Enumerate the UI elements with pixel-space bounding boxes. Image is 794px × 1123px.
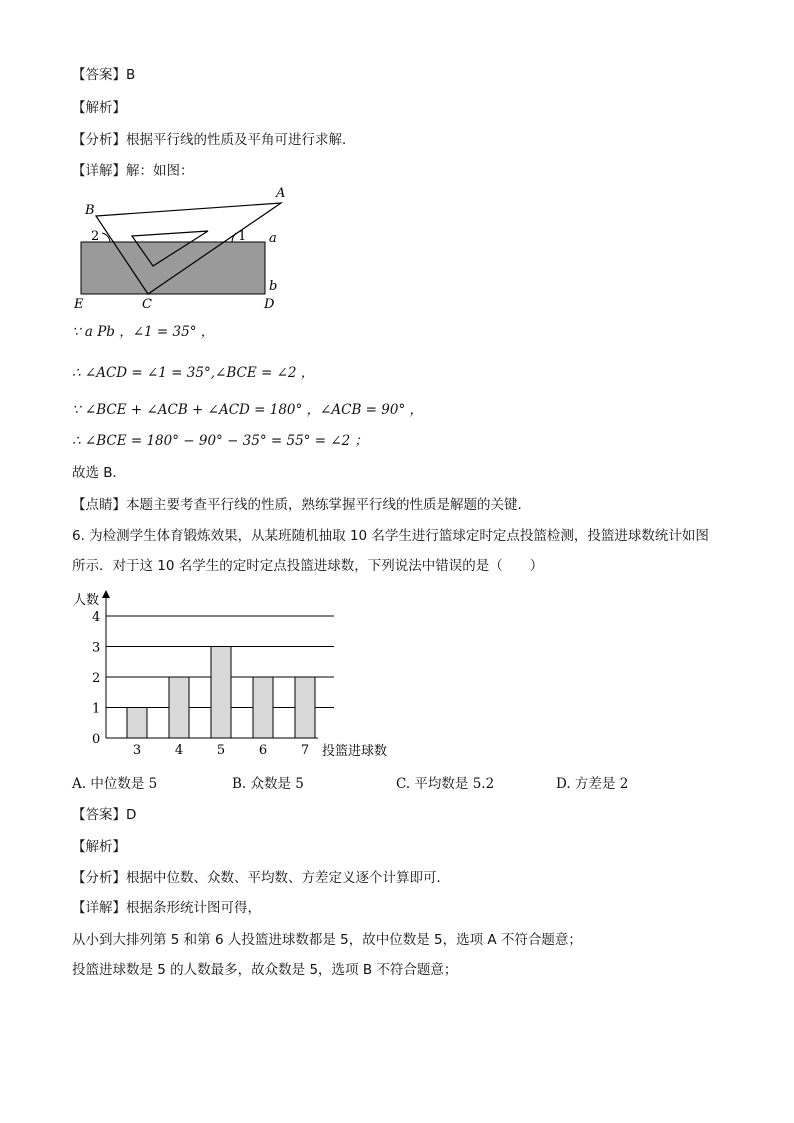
option-a: A. 中位数是 5 bbox=[72, 776, 158, 792]
bar-6 bbox=[253, 677, 273, 738]
angle-1-arc bbox=[232, 233, 236, 242]
label-2: 2 bbox=[91, 229, 100, 244]
detail-paragraph-2: 投篮进球数是 5 的人数最多，故众数是 5，选项 B 不符合题意； bbox=[72, 962, 458, 978]
choose-answer: 故选 B． bbox=[72, 465, 127, 481]
y-axis-label: 人数 bbox=[73, 593, 100, 608]
proof-step-2: ∴ ∠ACD = ∠1 = 35°,∠BCE = ∠2 ， bbox=[72, 365, 315, 381]
label-E: E bbox=[74, 297, 84, 312]
y-tick-label: 3 bbox=[92, 640, 101, 656]
bar-5 bbox=[211, 647, 231, 739]
bar-chart bbox=[72, 588, 402, 763]
x-axis-label: 投篮进球数 bbox=[322, 744, 388, 759]
y-tick-label: 0 bbox=[92, 732, 101, 747]
key-point: 【点睛】本题主要考查平行线的性质，熟练掌握平行线的性质是解题的关键． bbox=[72, 497, 531, 513]
label-C: C bbox=[142, 297, 152, 312]
label-1: 1 bbox=[238, 229, 247, 244]
label-D: D bbox=[264, 297, 275, 312]
analysis-summary-2: 【分析】根据中位数、众数、平均数、方差定义逐个计算即可． bbox=[72, 870, 450, 886]
label-b: b bbox=[269, 279, 278, 294]
y-tick-label: 1 bbox=[92, 701, 101, 717]
bar-3 bbox=[127, 708, 147, 739]
detail-intro: 【详解】解：如图： bbox=[72, 163, 194, 179]
geometry-figure bbox=[72, 184, 297, 312]
answer-label: 【答案】B bbox=[72, 67, 136, 83]
x-tick-label: 3 bbox=[132, 743, 142, 758]
proof-step-4: ∴ ∠BCE = 180° − 90° − 35° = 55° = ∠2 ； bbox=[72, 433, 369, 449]
label-B: B bbox=[85, 203, 95, 218]
bar-4 bbox=[169, 677, 189, 738]
label-A: A bbox=[276, 186, 286, 201]
option-d: D. 方差是 2 bbox=[556, 776, 629, 792]
y-tick-label: 4 bbox=[92, 610, 101, 625]
question-6-line-1: 6. 为检测学生体育锻炼效果，从某班随机抽取 10 名学生进行篮球定时定点投篮检测，投篮进球数统计如图 bbox=[72, 528, 709, 544]
option-c: C. 平均数是 5.2 bbox=[396, 776, 495, 792]
label-a: a bbox=[269, 231, 277, 246]
parallel-band bbox=[81, 242, 265, 294]
question-6-line-2: 所示．对于这 10 名学生的定时定点投篮进球数，下列说法中错误的是（ ） bbox=[72, 558, 544, 574]
detail-intro-2: 【详解】根据条形统计图可得， bbox=[72, 900, 261, 916]
analysis-summary: 【分析】根据平行线的性质及平角可进行求解． bbox=[72, 132, 356, 148]
bar-7 bbox=[295, 677, 315, 738]
proof-step-1: ∵ a Pb ，∠1 = 35° ， bbox=[72, 324, 215, 340]
x-tick-label: 4 bbox=[174, 743, 184, 758]
analysis-label-2: 【解析】 bbox=[72, 839, 126, 855]
x-tick-label: 7 bbox=[300, 743, 310, 758]
answer-label-2: 【答案】D bbox=[72, 807, 137, 823]
y-tick-label: 2 bbox=[92, 671, 101, 686]
x-tick-label: 5 bbox=[216, 743, 226, 758]
proof-step-3: ∵ ∠BCE + ∠ACB + ∠ACD = 180° ，∠ACB = 90° ， bbox=[72, 402, 423, 418]
detail-paragraph-1: 从小到大排列第 5 和第 6 人投篮进球数都是 5，故中位数是 5，选项 A 不符合题意； bbox=[72, 932, 582, 948]
x-tick-label: 6 bbox=[258, 743, 268, 758]
option-b: B. 众数是 5 bbox=[232, 776, 304, 792]
analysis-label: 【解析】 bbox=[72, 100, 126, 116]
